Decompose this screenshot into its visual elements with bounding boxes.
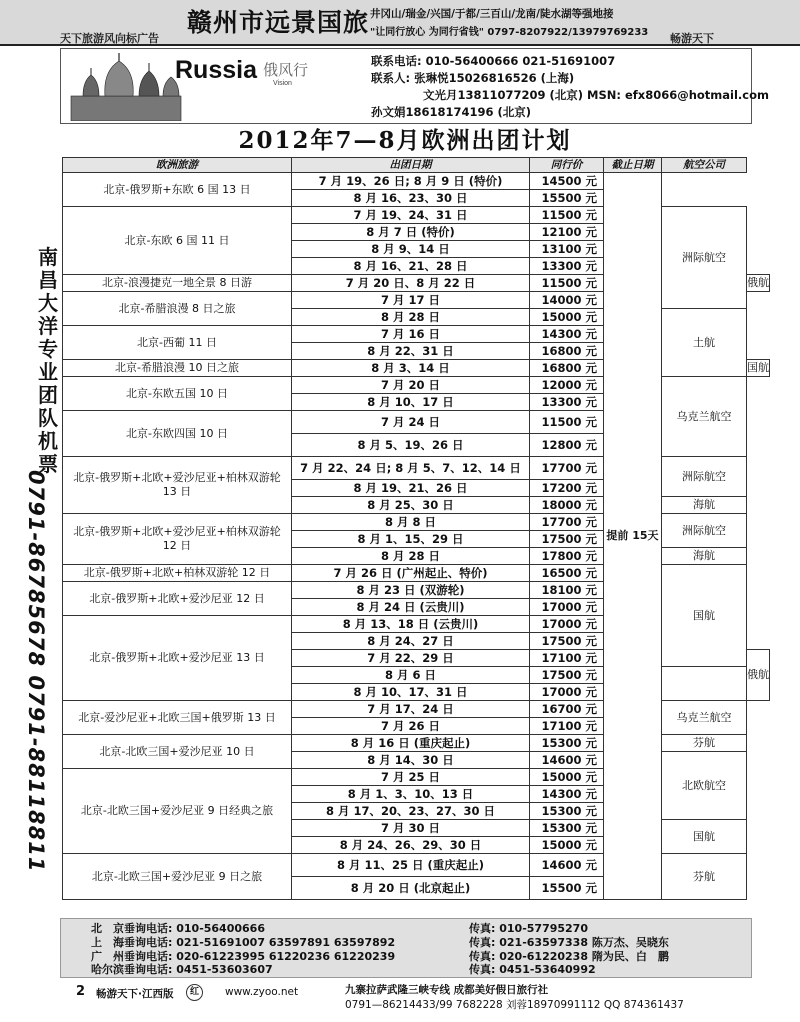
date-cell: 7 月 26 日 (广州起止、特价) bbox=[292, 565, 530, 582]
fax-guangzhou: 传真: 020-61220238 隋为民、白 鹏 bbox=[469, 950, 669, 963]
date-cell: 8 月 8 日 bbox=[292, 514, 530, 531]
price-cell: 15000 元 bbox=[530, 837, 604, 854]
price-cell: 15300 元 bbox=[530, 820, 604, 837]
price-cell: 15500 元 bbox=[530, 190, 604, 207]
price-cell: 17200 元 bbox=[530, 480, 604, 497]
header-deadline: 截止日期 bbox=[604, 158, 662, 173]
side-label-char: 南 bbox=[38, 245, 58, 269]
airline-cell: 海航 bbox=[662, 497, 747, 514]
price-cell: 13100 元 bbox=[530, 241, 604, 258]
page-footer bbox=[0, 978, 800, 1022]
price-cell: 13300 元 bbox=[530, 394, 604, 411]
date-cell: 7 月 26 日 bbox=[292, 718, 530, 735]
price-cell: 14600 元 bbox=[530, 752, 604, 769]
price-cell: 17700 元 bbox=[530, 457, 604, 480]
price-cell: 16700 元 bbox=[530, 701, 604, 718]
header-route: 欧洲旅游 bbox=[63, 158, 292, 173]
table-row bbox=[63, 457, 770, 480]
route-cell: 北京-浪漫捷克一地全景 8 日游 bbox=[63, 275, 292, 292]
deadline-cell: 提前 15天 bbox=[604, 173, 662, 900]
date-cell: 8 月 24、26、29、30 日 bbox=[292, 837, 530, 854]
ad-contact-2: 文光月13811077209 (北京) MSN: efx8066@hotmail.com bbox=[423, 88, 769, 102]
airline-cell: 国航 bbox=[662, 565, 747, 667]
logo-word: Russia bbox=[175, 56, 257, 84]
table-row bbox=[63, 207, 770, 224]
header-airline: 航空公司 bbox=[662, 158, 747, 173]
airline-cell: 洲际航空 bbox=[662, 207, 747, 309]
date-cell: 8 月 6 日 bbox=[292, 667, 530, 684]
russia-vision-ad bbox=[60, 48, 769, 124]
date-cell: 7 月 17、24 日 bbox=[292, 701, 530, 718]
price-cell: 16800 元 bbox=[530, 360, 604, 377]
fax-beijing: 传真: 010-57795270 bbox=[469, 922, 588, 935]
price-cell: 18000 元 bbox=[530, 497, 604, 514]
date-cell: 8 月 20 日 (北京起止) bbox=[292, 877, 530, 900]
price-cell: 16800 元 bbox=[530, 343, 604, 360]
page-title: 2012年7—8月欧洲出团计划 bbox=[238, 127, 572, 154]
date-cell: 7 月 22、29 日 bbox=[292, 650, 530, 667]
airline-cell: 洲际航空 bbox=[662, 457, 747, 497]
price-cell: 17700 元 bbox=[530, 514, 604, 531]
date-cell: 8 月 10、17 日 bbox=[292, 394, 530, 411]
price-cell: 17100 元 bbox=[530, 650, 604, 667]
price-cell: 14500 元 bbox=[530, 173, 604, 190]
route-cell: 北京-俄罗斯+北欧+爱沙尼亚+柏林双游轮 13 日 bbox=[63, 457, 292, 514]
side-label-char: 业 bbox=[38, 360, 58, 384]
fax-harbin: 传真: 0451-53640992 bbox=[469, 963, 596, 976]
price-cell: 17500 元 bbox=[530, 531, 604, 548]
price-cell: 17000 元 bbox=[530, 616, 604, 633]
ad-contact-1: 联系人: 张琳悦15026816526 (上海) bbox=[371, 71, 575, 85]
date-cell: 8 月 16、23、30 日 bbox=[292, 190, 530, 207]
title-box bbox=[60, 122, 750, 156]
table-row bbox=[63, 565, 770, 582]
table-row bbox=[63, 377, 770, 394]
price-cell: 12800 元 bbox=[530, 434, 604, 457]
price-cell: 15300 元 bbox=[530, 735, 604, 752]
date-cell: 7 月 19、26 日; 8 月 9 日 (特价) bbox=[292, 173, 530, 190]
date-cell: 8 月 1、3、10、13 日 bbox=[292, 786, 530, 803]
website-link[interactable]: www.zyoo.net bbox=[225, 986, 299, 998]
header-price: 同行价 bbox=[530, 158, 604, 173]
side-ad-phones: 0791-86785678 0791-88118811 bbox=[24, 470, 48, 873]
table-row bbox=[63, 514, 770, 531]
date-cell: 8 月 24、27 日 bbox=[292, 633, 530, 650]
logo-cn: 俄风行 bbox=[263, 61, 309, 79]
date-cell: 8 月 3、14 日 bbox=[292, 360, 530, 377]
inquiry-harbin: 哈尔滨垂询电话: 0451-53603607 bbox=[91, 963, 273, 976]
price-cell: 17500 元 bbox=[530, 667, 604, 684]
agency-phones: 0791—86214433/99 7682228 刘蓉18970991112 QQ 874361437 bbox=[345, 999, 684, 1011]
date-cell: 8 月 17、20、23、27、30 日 bbox=[292, 803, 530, 820]
price-cell: 11500 元 bbox=[530, 275, 604, 292]
date-cell: 8 月 16 日 (重庆起止) bbox=[292, 735, 530, 752]
fax-shanghai: 传真: 021-63597338 陈万杰、吴晓东 bbox=[469, 936, 669, 949]
airline-cell: 芬航 bbox=[662, 735, 747, 752]
price-cell: 15300 元 bbox=[530, 803, 604, 820]
price-cell: 14600 元 bbox=[530, 854, 604, 877]
price-cell: 14000 元 bbox=[530, 292, 604, 309]
agency-ad: 九寨拉萨武隆三峡专线 成都美好假日旅行社 bbox=[345, 984, 549, 996]
page-number: 2 bbox=[76, 984, 86, 999]
price-cell: 17100 元 bbox=[530, 718, 604, 735]
date-cell: 8 月 19、21、26 日 bbox=[292, 480, 530, 497]
price-cell: 15000 元 bbox=[530, 769, 604, 786]
route-cell: 北京-俄罗斯+北欧+爱沙尼亚 12 日 bbox=[63, 582, 292, 616]
airline-cell: 土航 bbox=[662, 309, 747, 377]
price-cell: 16500 元 bbox=[530, 565, 604, 582]
side-ad-label bbox=[36, 246, 60, 476]
side-label-char: 大 bbox=[38, 291, 58, 315]
date-cell: 8 月 22、31 日 bbox=[292, 343, 530, 360]
inquiry-beijing: 北 京垂询电话: 010-56400666 bbox=[91, 922, 265, 935]
inquiry-box bbox=[60, 918, 752, 978]
price-cell: 17500 元 bbox=[530, 633, 604, 650]
airline-cell: 俄航 bbox=[747, 650, 770, 701]
price-cell: 15500 元 bbox=[530, 877, 604, 900]
date-cell: 7 月 17 日 bbox=[292, 292, 530, 309]
price-cell: 15000 元 bbox=[530, 309, 604, 326]
route-cell: 北京-俄罗斯+北欧+爱沙尼亚 13 日 bbox=[63, 616, 292, 701]
price-cell: 11500 元 bbox=[530, 411, 604, 434]
airline-cell: 国航 bbox=[747, 360, 770, 377]
table-row bbox=[63, 854, 770, 877]
airline-cell: 北欧航空 bbox=[662, 752, 747, 820]
airline-cell: 俄航 bbox=[747, 275, 770, 292]
price-cell: 17000 元 bbox=[530, 599, 604, 616]
date-cell: 8 月 24 日 (云贵川) bbox=[292, 599, 530, 616]
ad-contacts bbox=[371, 53, 769, 121]
route-cell: 北京-希腊浪漫 8 日之旅 bbox=[63, 292, 292, 326]
date-cell: 8 月 11、25 日 (重庆起止) bbox=[292, 854, 530, 877]
route-cell: 北京-俄罗斯+北欧+爱沙尼亚+柏林双游轮 12 日 bbox=[63, 514, 292, 565]
table-header-row bbox=[63, 158, 770, 173]
side-label-char: 票 bbox=[38, 452, 58, 476]
date-cell: 7 月 20 日、8 月 22 日 bbox=[292, 275, 530, 292]
date-cell: 8 月 7 日 (特价) bbox=[292, 224, 530, 241]
date-cell: 8 月 13、18 日 (云贵川) bbox=[292, 616, 530, 633]
route-cell: 北京-北欧三国+爱沙尼亚 9 日经典之旅 bbox=[63, 769, 292, 854]
table-body bbox=[63, 173, 770, 900]
route-cell: 北京-东欧 6 国 11 日 bbox=[63, 207, 292, 275]
route-cell: 北京-俄罗斯+东欧 6 国 13 日 bbox=[63, 173, 292, 207]
airline-cell: 国航 bbox=[662, 820, 747, 854]
date-cell: 8 月 28 日 bbox=[292, 309, 530, 326]
route-cell: 北京-俄罗斯+北欧+柏林双游轮 12 日 bbox=[63, 565, 292, 582]
side-label-char: 昌 bbox=[38, 268, 58, 292]
airline-cell: 芬航 bbox=[662, 854, 747, 900]
route-cell: 北京-东欧四国 10 日 bbox=[63, 411, 292, 457]
table-row bbox=[63, 173, 770, 190]
header-destinations: 井冈山/瑞金/兴国/于都/三百山/龙南/陡水湖等强地接 bbox=[370, 8, 614, 20]
date-cell: 8 月 28 日 bbox=[292, 548, 530, 565]
date-cell: 8 月 25、30 日 bbox=[292, 497, 530, 514]
logo-sub: Vision bbox=[273, 80, 292, 87]
route-cell: 北京-希腊浪漫 10 日之旅 bbox=[63, 360, 292, 377]
ad-phone: 联系电话: 010-56400666 021-51691007 bbox=[371, 54, 616, 68]
date-cell: 7 月 24 日 bbox=[292, 411, 530, 434]
airline-cell: 海航 bbox=[662, 548, 747, 565]
date-cell: 8 月 23 日 (双游轮) bbox=[292, 582, 530, 599]
date-cell: 7 月 20 日 bbox=[292, 377, 530, 394]
airline-cell: 乌克兰航空 bbox=[662, 377, 747, 457]
side-label-char: 洋 bbox=[38, 314, 58, 338]
price-cell: 14300 元 bbox=[530, 326, 604, 343]
date-cell: 8 月 5、19、26 日 bbox=[292, 434, 530, 457]
russia-vision-logo bbox=[63, 51, 363, 121]
route-cell: 北京-西葡 11 日 bbox=[63, 326, 292, 360]
side-label-char: 专 bbox=[38, 337, 58, 361]
red-badge-icon: 红 bbox=[186, 984, 203, 1001]
header-slogan-left: 天下旅游风向标广告 bbox=[60, 32, 159, 45]
inquiry-guangzhou: 广 州垂询电话: 020-61223995 61220236 61220239 bbox=[91, 950, 396, 963]
header-slogan-right: 畅游天下 bbox=[670, 32, 714, 45]
table-row bbox=[63, 735, 770, 752]
price-cell: 12100 元 bbox=[530, 224, 604, 241]
header-hotline: "让同行放心 为同行省钱" 0797-8207922/13979769233 bbox=[370, 27, 649, 38]
route-cell: 北京-爱沙尼亚+北欧三国+俄罗斯 13 日 bbox=[63, 701, 292, 735]
airline-cell: 乌克兰航空 bbox=[662, 701, 747, 735]
date-cell: 8 月 1、15、29 日 bbox=[292, 531, 530, 548]
ad-contact-3: 孙文娟18618174196 (北京) bbox=[371, 105, 532, 119]
price-cell: 11500 元 bbox=[530, 207, 604, 224]
side-label-char: 机 bbox=[38, 429, 58, 453]
agency-brand: 赣州市远景国旅 bbox=[187, 8, 370, 37]
date-cell: 7 月 16 日 bbox=[292, 326, 530, 343]
date-cell: 8 月 10、17、31 日 bbox=[292, 684, 530, 701]
inquiry-shanghai: 上 海垂询电话: 021-51691007 63597891 63597892 bbox=[91, 936, 396, 949]
route-cell: 北京-北欧三国+爱沙尼亚 9 日之旅 bbox=[63, 854, 292, 900]
date-cell: 8 月 9、14 日 bbox=[292, 241, 530, 258]
date-cell: 7 月 30 日 bbox=[292, 820, 530, 837]
side-label-char: 团 bbox=[38, 383, 58, 407]
cathedral-icon bbox=[71, 53, 181, 121]
date-cell: 7 月 25 日 bbox=[292, 769, 530, 786]
price-cell: 17800 元 bbox=[530, 548, 604, 565]
date-cell: 7 月 22、24 日; 8 月 5、7、12、14 日 bbox=[292, 457, 530, 480]
header-date: 出团日期 bbox=[292, 158, 530, 173]
side-label-char: 队 bbox=[38, 406, 58, 430]
date-cell: 8 月 16、21、28 日 bbox=[292, 258, 530, 275]
route-cell: 北京-东欧五国 10 日 bbox=[63, 377, 292, 411]
price-cell: 18100 元 bbox=[530, 582, 604, 599]
price-cell: 17000 元 bbox=[530, 684, 604, 701]
price-cell: 14300 元 bbox=[530, 786, 604, 803]
date-cell: 8 月 14、30 日 bbox=[292, 752, 530, 769]
price-cell: 12000 元 bbox=[530, 377, 604, 394]
price-cell: 13300 元 bbox=[530, 258, 604, 275]
publication-name: 畅游天下·江西版 bbox=[96, 988, 174, 1000]
date-cell: 7 月 19、24、31 日 bbox=[292, 207, 530, 224]
airline-cell: 洲际航空 bbox=[662, 514, 747, 548]
table-row bbox=[63, 701, 770, 718]
tour-plan-table bbox=[62, 157, 770, 900]
route-cell: 北京-北欧三国+爱沙尼亚 10 日 bbox=[63, 735, 292, 769]
header-band bbox=[0, 0, 800, 46]
